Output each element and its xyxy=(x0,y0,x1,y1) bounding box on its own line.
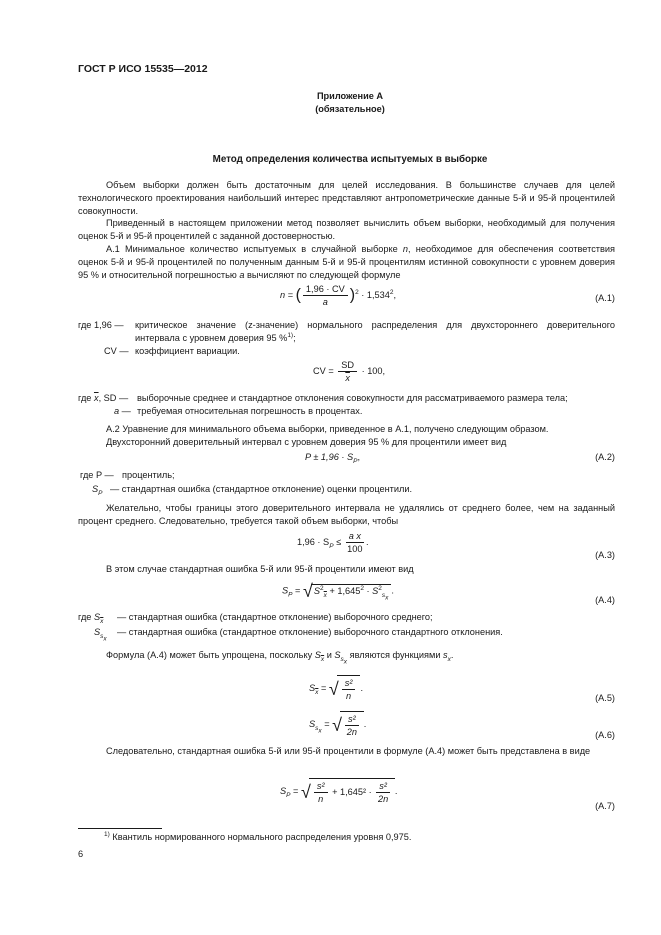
equation-a2: $P \pm 1,96 \cdot S_P$, xyxy=(305,452,361,465)
equation-a1-label: (А.1) xyxy=(595,293,615,303)
paragraph-6: Желательно, чтобы границы этого доверительного интервала не удалялись от среднего более, чем на заданный процент среднего. Следовательно, требуется такой объем выборки, чтобы xyxy=(78,503,615,526)
where-p-text: процентиль; xyxy=(122,470,175,480)
paragraph-5: Двухсторонний доверительный интервал с уровнем доверия 95 % для процентили имеет вид xyxy=(106,437,507,447)
equation-a4: $S_P = √S^2_{\overline{x}} + 1,645^2 \cdot S^2_{s_x}$. xyxy=(282,581,394,602)
paragraph-2: Приведенный в настоящем приложении метод позволяет вычислить объем выборки, необходимый для получения оценок 5-й и 95-й процентилей с заданной достоверностью. xyxy=(78,218,615,241)
ssx-symbol: $S_{s_x}$ xyxy=(94,627,107,643)
cv-label: CV — xyxy=(104,346,129,356)
equation-a7: $S_P$ = √ $\frac{\text{s²}}{n}$ + 1,645² · $\frac{\text{s²}}{2n}$ . xyxy=(280,778,397,805)
standard-header: ГОСТ Р ИСО 15535—2012 xyxy=(78,63,208,75)
equation-a3: $1,96 \cdot S_P$ ≤ $\frac{\text{a x}}{100}$ . xyxy=(297,531,369,554)
equation-cv: CV = $\frac{SD}{x}$ · 100, xyxy=(313,360,386,383)
where-x-sd-label: где $\overline{x}$, SD — xyxy=(78,393,129,403)
where-p-label: где P — xyxy=(80,470,114,480)
paragraph-7: В этом случае стандартная ошибка 5-й или 95-й процентили имеют вид xyxy=(106,564,414,574)
where-196-text: критическое значение (z-значение) нормального распределения для двухстороннего доверительного интервала с уровнем доверия 95 %$^{1)}$; xyxy=(135,320,615,343)
equation-a7-label: (А.7) xyxy=(595,801,615,811)
footnote: $^{1)}$ Квантиль нормированного нормального распределения уровня 0,975. xyxy=(104,830,412,842)
paragraph-9: Следовательно, стандартная ошибка 5-й или 95-й процентили в формуле (А.4) может быть представлена в виде xyxy=(106,746,591,756)
paragraph-1: Объем выборки должен быть достаточным для целей исследования. В большинстве случаев для целей технологического проектирования наибольший интерес представляют антропометрические данные 5-й и 95-й процентилей совокупности. xyxy=(78,180,615,216)
a-label: a — xyxy=(114,406,131,416)
appendix-title: Приложение А xyxy=(316,91,384,101)
where-sx-text: — стандартная ошибка (стандартное отклонение) выборочного среднего; xyxy=(117,612,433,622)
page-number: 6 xyxy=(78,849,84,859)
where-196-label: где 1,96 — xyxy=(78,320,124,330)
equation-a3-label: (А.3) xyxy=(595,550,615,560)
equation-a2-label: (А.2) xyxy=(595,452,615,462)
paragraph-8: Формула (А.4) может быть упрощена, поскольку $S_{\overline{x}}$ и $S_{s_x}$ являются функциями $s_x$. xyxy=(106,650,454,666)
equation-a1: n = ( $\frac{1,96 \cdot CV}{a}$ )$^2 \cdot 1,534^2$, xyxy=(280,284,397,307)
a-text: требуемая относительная погрешность в процентах. xyxy=(137,406,363,416)
where-ssx-text: — стандартная ошибка (стандартное отклонение) выборочного стандартного отклонения. xyxy=(117,627,503,637)
appendix-subtitle: (обязательное) xyxy=(315,104,385,114)
equation-a6: $S_{s_x}$ = √ $\frac{\text{s²}}{2n}$ . xyxy=(309,711,366,738)
paragraph-4: А.2 Уравнение для минимального объема выборки, приведенное в А.1, получено следующим образом. xyxy=(106,424,549,434)
equation-a5-label: (А.5) xyxy=(595,693,615,703)
equation-a6-label: (А.6) xyxy=(595,730,615,740)
footnote-rule xyxy=(78,828,162,829)
paragraph-3: А.1 Минимальное количество испытуемых в случайной выборке n, необходимое для обеспечения соответствия оценок 5-й и 95-й процентилей по полученным данным 5-й и 95-й процентилям истинной совокупности с уровнем доверия 95 % и относительной погрешностью a вычисляют по следующей формуле xyxy=(78,244,615,280)
cv-text: коэффициент вариации. xyxy=(135,346,240,356)
equation-a4-label: (А.4) xyxy=(595,595,615,605)
sp-text: — стандартная ошибка (стандартное отклонение) оценки процентили. xyxy=(110,484,413,494)
where-sx-label: где $S_{\overline{x}}$ xyxy=(78,612,104,625)
where-x-sd-text: выборочные среднее и стандартное отклонения совокупности для рассматриваемого размера тела; xyxy=(137,393,568,403)
sp-symbol: $S_P$ xyxy=(92,484,103,497)
section-title: Метод определения количества испытуемых в выборке xyxy=(212,154,488,165)
equation-a5: $S_{\overline{x}}$ = √ $\frac{\text{s²}}{n}$ . xyxy=(309,675,363,702)
